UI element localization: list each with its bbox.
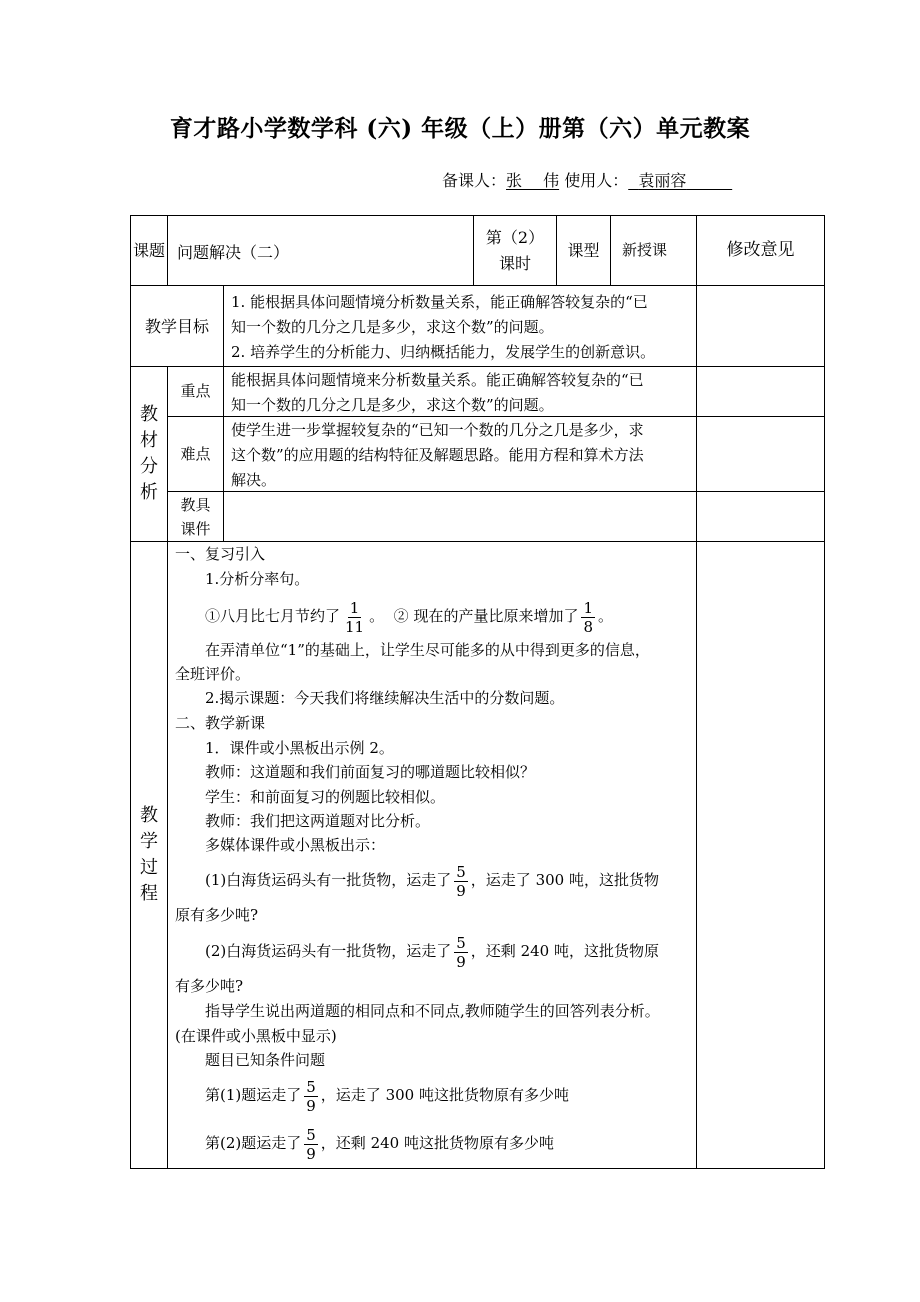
media-display: 多媒体课件或小黑板出示： <box>205 836 386 854</box>
difficulty-label: 难点 <box>180 444 211 463</box>
process-char-4: 程 <box>140 883 158 904</box>
problem-1-line-2: 原有多少吨? <box>175 906 259 924</box>
difficulty-text <box>231 418 644 493</box>
frac-num-b: 5 <box>456 933 466 952</box>
guide-line-2: (在课件或小黑板中显示) <box>175 1027 337 1045</box>
objectives-text <box>231 290 655 365</box>
process-char-3: 过 <box>140 857 158 878</box>
new-lesson-heading: 二、教学新课 <box>175 714 266 732</box>
user-name-underline <box>628 171 732 190</box>
frac-den-b: 9 <box>456 952 466 971</box>
fraction-5-9-c <box>304 1078 318 1115</box>
preparer-name: 张 伟 <box>506 171 560 190</box>
reveal-topic: 2.揭示课题：今天我们将继续解决生活中的分数问题。 <box>205 689 565 707</box>
row-2-pre: 第(2)题运走了 <box>205 1134 302 1152</box>
review-heading: 一、复习引入 <box>175 545 266 563</box>
frac-num-a: 5 <box>456 862 466 881</box>
diff-line-3: 解决。 <box>231 471 277 489</box>
problem-1-pre: (1)白海货运码头有一批货物，运走了 <box>205 871 452 889</box>
preparer-label: 备课人： <box>442 171 507 190</box>
problem-2-pre: (2)白海货运码头有一批货物，运走了 <box>205 942 452 960</box>
problem-1-line-1 <box>205 858 659 902</box>
student-answer: 学生：和前面复习的例题比较相似。 <box>205 788 446 806</box>
diff-line-2: 这个数”的应用题的结构特征及解题思路。能用方程和算术方法 <box>231 446 644 464</box>
objective-line-3: 2. 培养学生的分析能力、归纳概括能力，发展学生的创新意识。 <box>231 343 656 361</box>
analysis-char-4: 析 <box>140 482 158 503</box>
tools-line-1: 教具 <box>180 495 211 514</box>
row-1-post: ，运走了 300 吨这批货物原有多少吨 <box>320 1086 569 1104</box>
process-char-1: 教 <box>140 805 158 826</box>
analysis-char-1: 教 <box>140 404 158 425</box>
key-line-2: 知一个数的几分之几是多少，求这个数”的问题。 <box>231 396 554 414</box>
period-line1: 第（2） <box>485 227 545 247</box>
fraction-5-9-a <box>454 863 468 900</box>
diff-line-1: 使学生进一步掌握较复杂的“已知一个数的几分之几是多少，求 <box>231 421 644 439</box>
frac-a-num: 1 <box>349 598 360 617</box>
teacher-compare: 教师：我们把这两道题对比分析。 <box>205 812 431 830</box>
fraction-1-8 <box>581 599 595 636</box>
analysis-label <box>131 367 167 541</box>
tools-label <box>168 492 223 541</box>
user-name: 袁丽容 <box>638 171 687 190</box>
key-line-1: 能根据具体问题情境来分析数量关系。能正确解答较复杂的“已 <box>231 371 644 389</box>
sentence-a-pre: ①八月比七月节约了 <box>205 607 341 625</box>
analysis-char-2: 材 <box>140 430 158 451</box>
key-point-label: 重点 <box>180 382 211 400</box>
type-label: 课型 <box>567 241 600 260</box>
row-1-pre: 第(1)题运走了 <box>205 1086 302 1104</box>
problem-1-post: ，运走了 300 吨，这批货物 <box>470 871 659 889</box>
comparison-row-2 <box>205 1121 554 1165</box>
frac-a-den: 11 <box>345 617 365 636</box>
frac-den-c: 9 <box>306 1096 316 1115</box>
comparison-table-header: 题目已知条件问题 <box>205 1051 326 1069</box>
row-2-post: ，还剩 240 吨这批货物原有多少吨 <box>320 1134 554 1152</box>
review-item-1: 1.分析分率句。 <box>205 570 310 588</box>
problem-2-post: ，还剩 240 吨，这批货物原 <box>470 942 659 960</box>
period-line2: 课时 <box>498 253 531 273</box>
frac-b-den: 8 <box>583 617 593 636</box>
sentence-b-pre: ② 现在的产量比原来增加了 <box>393 607 579 625</box>
revision-label: 修改意见 <box>726 240 795 260</box>
topic-label-text: 课题 <box>132 240 165 260</box>
objectives-label: 教学目标 <box>144 316 209 336</box>
tools-line-2: 课件 <box>180 519 211 538</box>
fraction-sentences <box>205 594 613 638</box>
period-cell <box>474 216 556 285</box>
comparison-row-1 <box>205 1073 569 1117</box>
sentence-a-post: 。 <box>369 607 385 625</box>
teacher-question: 教师：这道题和我们前面复习的哪道题比较相似？ <box>205 763 536 781</box>
fraction-1-11 <box>343 599 366 636</box>
process-label <box>131 542 167 1168</box>
frac-num-d: 5 <box>306 1125 316 1144</box>
unit-line-1: 在弄清单位“1”的基础上，让学生尽可能多的从中得到更多的信息， <box>205 641 650 659</box>
frac-b-num: 1 <box>583 598 593 617</box>
fraction-5-9-b <box>454 934 468 971</box>
process-char-2: 学 <box>140 831 158 852</box>
problem-2-line-2: 有多少吨? <box>175 977 244 995</box>
topic-label <box>131 216 167 285</box>
unit-line-2: 全班评价。 <box>175 665 251 683</box>
sentence-b-post: 。 <box>598 607 614 625</box>
frac-den-d: 9 <box>306 1144 316 1163</box>
problem-2-line-1 <box>205 929 659 973</box>
fraction-5-9-d <box>304 1126 318 1163</box>
topic-value: 问题解决（二） <box>177 243 290 262</box>
objective-line-1: 1. 能根据具体问题情境分析数量关系，能正确解答较复杂的“已 <box>231 293 648 311</box>
guide-line-1: 指导学生说出两道题的相同点和不同点,教师随学生的回答列表分析。 <box>205 1002 660 1020</box>
preparer-line <box>442 168 732 191</box>
page-title: 育才路小学数学科 (六) 年级（上）册第（六）单元教案 <box>169 115 751 142</box>
objective-line-2: 知一个数的几分之几是多少，求这个数”的问题。 <box>231 318 554 336</box>
frac-num-c: 5 <box>306 1077 316 1096</box>
key-point-text <box>231 368 644 418</box>
frac-den-a: 9 <box>456 881 466 900</box>
new-item-1: 1．课件或小黑板出示例 2。 <box>205 739 394 757</box>
user-label: 使用人： <box>564 171 629 190</box>
type-value: 新授课 <box>621 241 667 259</box>
analysis-char-3: 分 <box>140 456 158 477</box>
